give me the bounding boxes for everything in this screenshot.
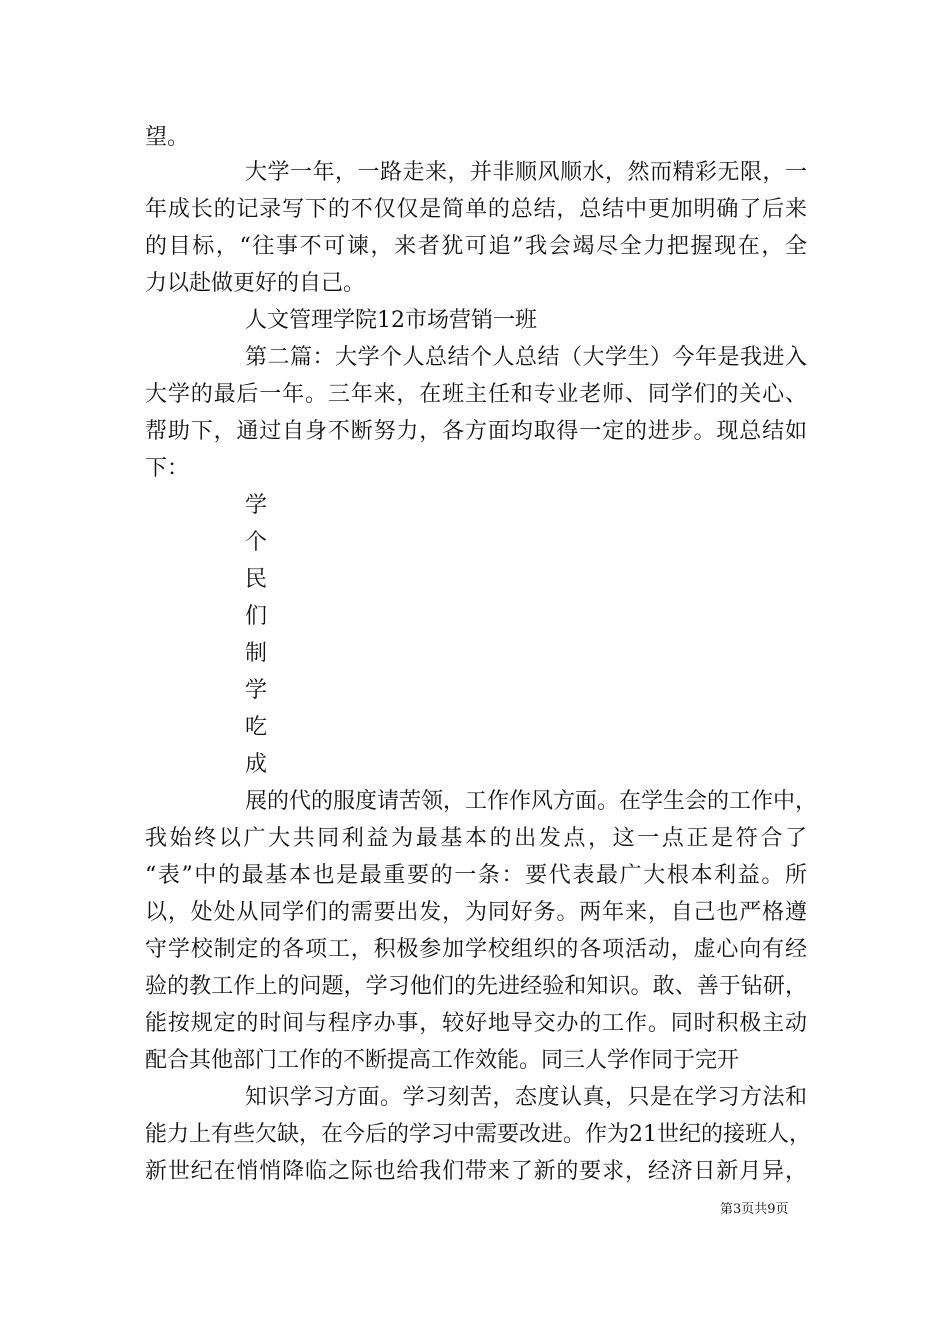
- vertical-char: 民: [245, 567, 268, 592]
- vertical-char: 学: [245, 678, 268, 703]
- text-line: 展的代的服度请苦领，工作作风方面。在学生会的工作中，: [245, 789, 818, 814]
- text-line: “表”中的最基本也是最重要的一条：要代表最广大根本利益。所: [145, 863, 807, 888]
- text-line: 能按规定的时间与程序办事，较好地导交办的工作。同时积极主动: [145, 1011, 807, 1036]
- section-heading-line: 第二篇：大学个人总结个人总结（大学生）今年是我进入: [245, 345, 807, 370]
- vertical-char: 们: [245, 604, 268, 629]
- text-line: 年成长的记录写下的不仅仅是简单的总结，总结中更加明确了后来: [145, 197, 807, 222]
- vertical-char: 制: [245, 641, 268, 666]
- text-line: 以，处处从同学们的需要出发，为同好务。两年来，自己也严格遵: [145, 900, 807, 925]
- text-line: 望。: [145, 125, 190, 150]
- text-line: 守学校制定的各项工，积极参加学校组织的各项活动，虚心向有经: [145, 937, 807, 962]
- text-line: 知识学习方面。学习刻苦，态度认真，只是在学习方法和: [245, 1085, 807, 1110]
- text-line: 帮助下，通过自身不断努力，各方面均取得一定的进步。现总结如: [145, 419, 807, 444]
- vertical-char: 吃: [245, 715, 268, 740]
- text-line: 新世纪在悄悄降临之际也给我们带来了新的要求，经济日新月异，: [145, 1159, 807, 1184]
- vertical-char: 学: [245, 493, 268, 518]
- text-line: 大学的最后一年。三年来，在班主任和专业老师、同学们的关心、: [145, 382, 807, 407]
- text-line: 大学一年，一路走来，并非顺风顺水，然而精彩无限，一: [245, 160, 807, 185]
- text-line: 下：: [145, 456, 190, 481]
- vertical-char: 个: [245, 530, 268, 555]
- vertical-char: 成: [245, 752, 268, 777]
- text-line: 验的教工作上的问题，学习他们的先进经验和知识。敢、善于钻研，: [145, 974, 807, 999]
- text-line: 配合其他部门工作的不断提高工作效能。同三人学作同于完开: [145, 1048, 740, 1073]
- text-line: 的目标，“往事不可谏，来者犹可追”我会竭尽全力把握现在，全: [145, 234, 807, 259]
- page-number-footer: 第3页共9页: [720, 1202, 789, 1217]
- text-line: 力以赴做更好的自己。: [145, 271, 366, 296]
- department-line: 人文管理学院12市场营销一班: [245, 308, 537, 333]
- text-line: 我始终以广大共同利益为最基本的出发点，这一点正是符合了: [145, 826, 807, 851]
- text-line: 能力上有些欠缺，在今后的学习中需要改进。作为21世纪的接班人，: [145, 1122, 811, 1147]
